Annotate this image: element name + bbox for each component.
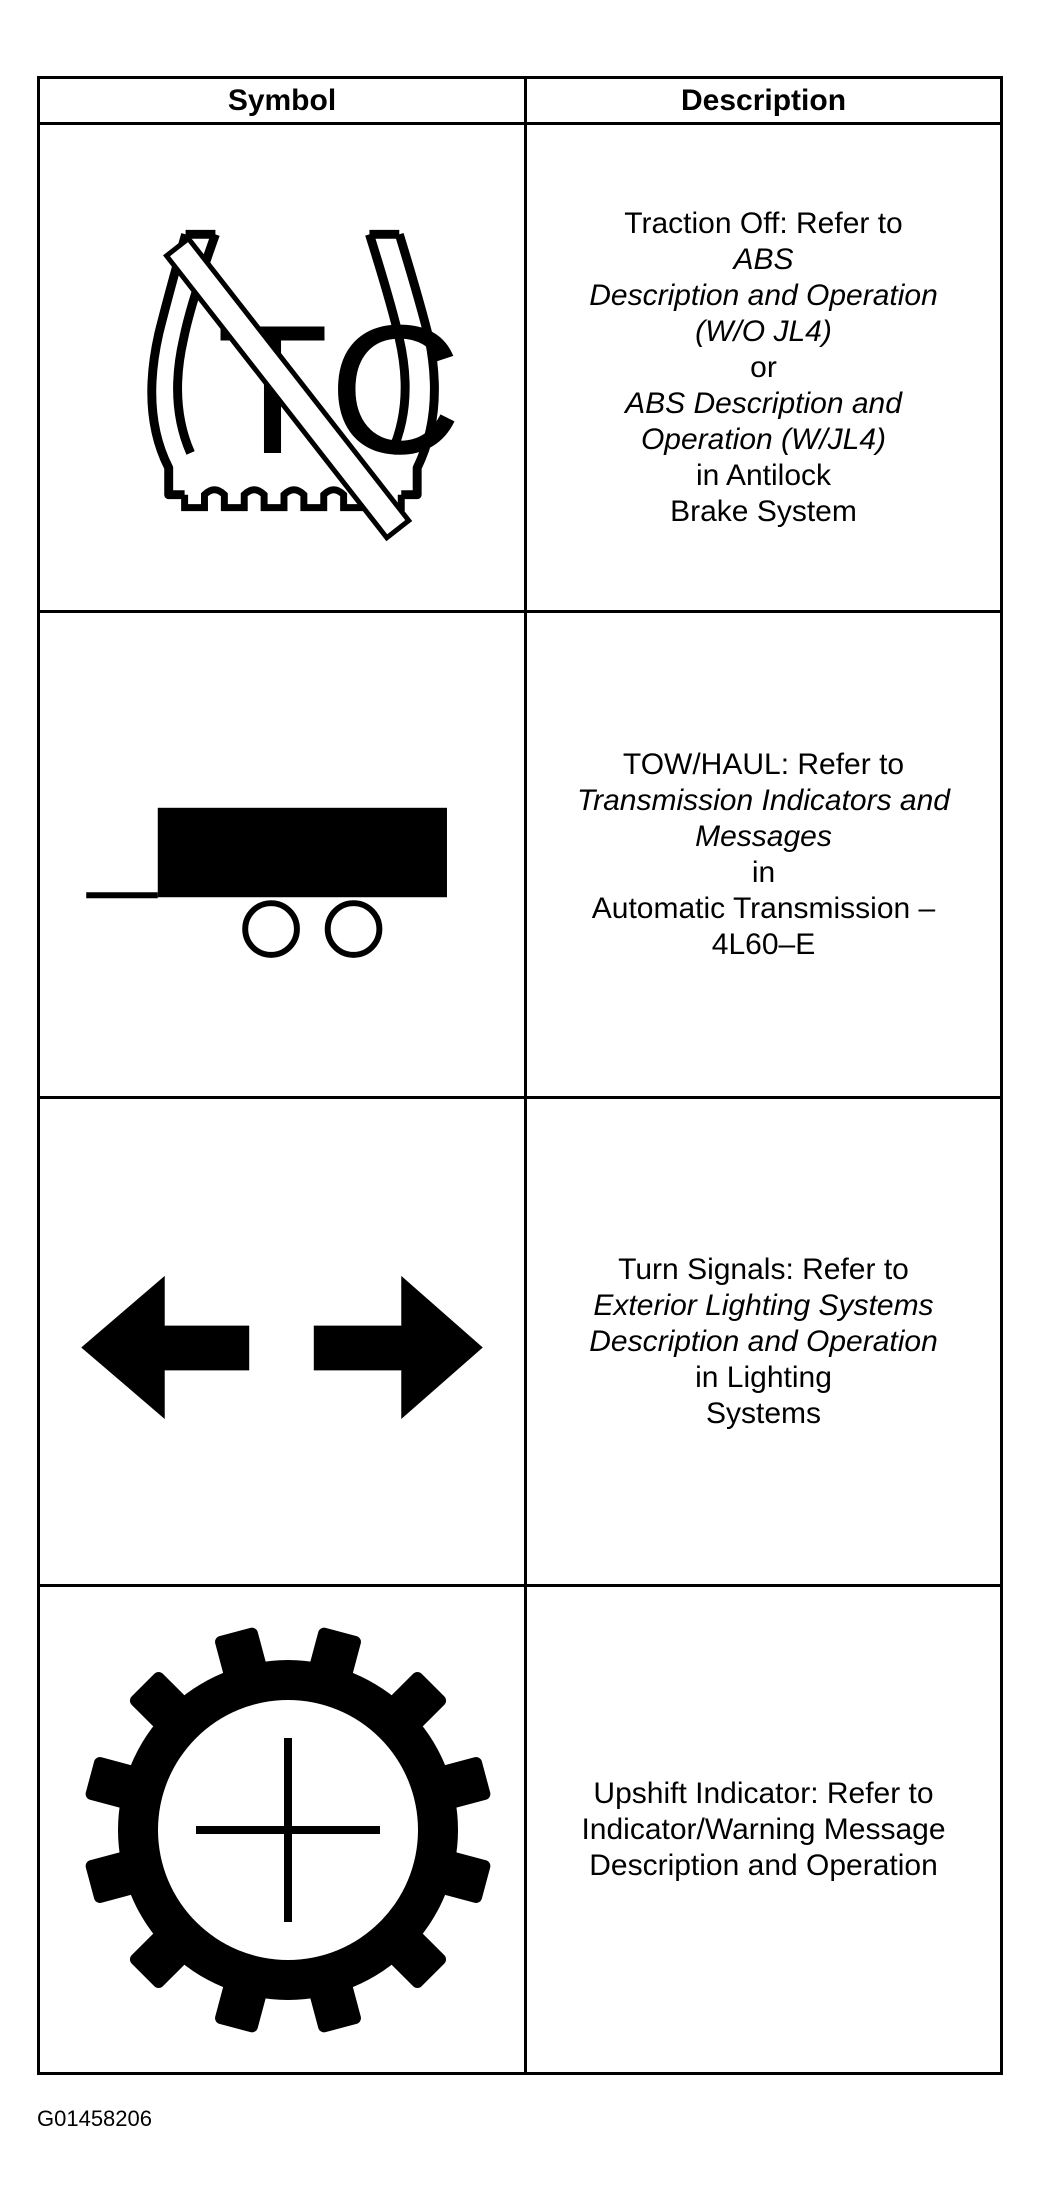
turn-signals-icon xyxy=(40,1099,524,1584)
header-description: Description xyxy=(680,84,847,117)
description-cell: Upshift Indicator: Refer to Indicator/Warning Message Description and Operation xyxy=(581,1776,946,1882)
symbol-cell xyxy=(40,125,524,610)
table-header xyxy=(40,79,1000,125)
tow-haul-icon xyxy=(40,613,524,1096)
table-row xyxy=(40,1099,1000,1587)
table-row xyxy=(40,1587,1000,2072)
description-cell: Traction Off: Refer to ABS Description and Operation (W/O JL4) or ABS Description and Operation (W/JL4) in Antilock Brake System xyxy=(589,206,938,528)
description-cell: TOW/HAUL: Refer to Transmission Indicators and Messages in Automatic Transmission – 4L60–E xyxy=(577,747,950,961)
header-symbol: Symbol xyxy=(227,84,337,117)
table-row xyxy=(40,613,1000,1099)
symbol-table xyxy=(37,76,1003,2075)
symbol-cell xyxy=(40,613,524,1096)
upshift-indicator-icon xyxy=(40,1587,524,2072)
figure-id: G01458206 xyxy=(37,2106,152,2131)
traction-off-icon xyxy=(40,125,524,610)
tc-letters: TC xyxy=(216,286,462,492)
symbol-cell xyxy=(40,1099,524,1584)
symbol-cell xyxy=(40,1587,524,2072)
left-arrow-icon xyxy=(81,1276,249,1419)
description-cell: Turn Signals: Refer to Exterior Lighting Systems Description and Operation in Lighting Systems xyxy=(589,1252,938,1430)
right-arrow-icon xyxy=(314,1276,483,1419)
table-row xyxy=(40,125,1000,613)
